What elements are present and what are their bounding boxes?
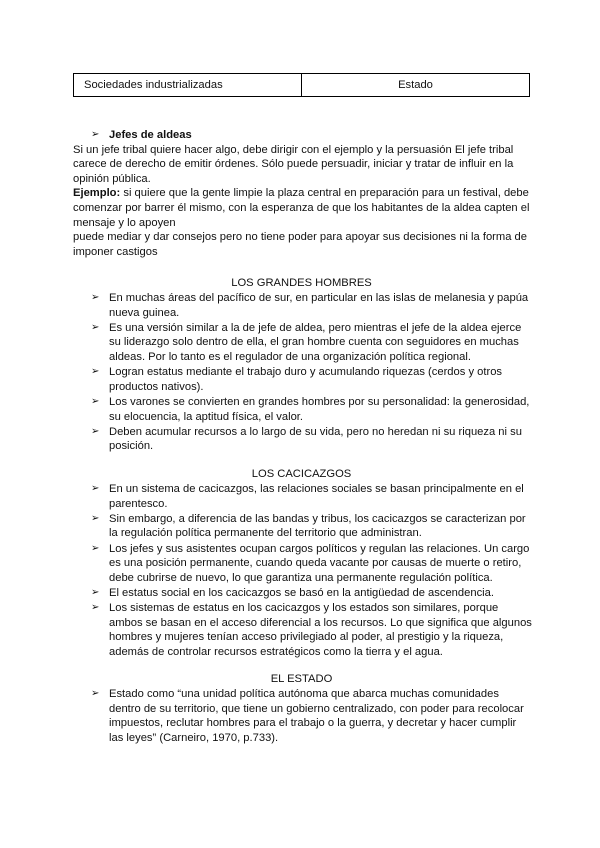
arrow-bullet-icon: ➢: [91, 688, 100, 699]
list-estado: [73, 687, 533, 746]
list-item: ➢ Logran estatus mediante el trabajo duro y acumulando riquezas (cerdos y otros productos nativos).: [91, 366, 503, 393]
list-cacicazgos: [73, 482, 533, 660]
example-text: si quiere que la gente limpie la plaza central en preparación para un festival, debe comenzar por barrer él mismo, con la esperanza de que los habitantes de la aldea capten el mensaje y lo apoyen: [73, 187, 530, 229]
table-cell-political-form: Estado: [302, 74, 530, 97]
list-item: ➢ Los jefes y sus asistentes ocupan cargos políticos y regulan las relaciones. Un cargo es una posición permanente, cuando queda vacante por causas de muerte o retiro, debe cubrirse de nuevo, lo que garantiza una permanente regulación política.: [91, 542, 530, 584]
arrow-bullet-icon: ➢: [91, 483, 100, 494]
list-item: ➢ Los varones se convierten en grandes hombres por su personalidad: la generosidad, su elocuencia, la aptitud física, el valor.: [91, 395, 530, 423]
example-label: Ejemplo:: [73, 187, 121, 200]
list-item: ➢ Deben acumular recursos a lo largo de su vida, pero no heredan ni su riqueza ni su posición.: [91, 425, 522, 453]
paragraph: Si un jefe tribal quiere hacer algo, debe dirigir con el ejemplo y la persuasión El jefe tribal carece de derecho de emitir órdenes. Sólo puede persuadir, iniciar y tratar de influir en la opinión pública.: [73, 143, 514, 185]
section-heading-cacicazgos: LOS CACICAZGOS: [251, 468, 352, 480]
list-item: ➢ Estado como “una unidad política autónoma que abarca muchas comunidades dentro de su territorio, que tiene un gobierno centralizado, con poder para recolocar impuestos, reclutar hombres para el trabajo o la guerra, y decretar y hacer cumplir las leyes” (Carneiro, 1970, p.733).: [91, 688, 524, 744]
arrow-bullet-icon: ➢: [91, 292, 100, 303]
list-grandes-hombres: [73, 291, 533, 455]
list-item: ➢ En muchas áreas del pacífico de sur, en particular en las islas de melanesia y papúa nueva guinea.: [91, 292, 529, 319]
arrow-bullet-icon: ➢: [91, 129, 100, 140]
table-cell-society: Sociedades industrializadas: [74, 74, 302, 97]
list-item: ➢ El estatus social en los cacicazgos se basó en la antigüedad de ascendencia.: [91, 586, 494, 599]
classification-table: [73, 73, 530, 97]
section-heading-grandes-hombres: LOS GRANDES HOMBRES: [231, 277, 372, 289]
section-title: Jefes de aldeas: [109, 129, 192, 141]
arrow-bullet-icon: ➢: [91, 586, 100, 598]
arrow-bullet-icon: ➢: [91, 602, 100, 614]
arrow-bullet-icon: ➢: [91, 425, 100, 437]
paragraph: puede mediar y dar consejos pero no tiene poder para apoyar sus decisiones ni la forma de imponer castigos: [73, 231, 527, 258]
list-item: ➢ Es una versión similar a la de jefe de aldea, pero mientras el jefe de la aldea ejerce su liderazgo solo dentro de ella, el gran hombre cuenta con seguidores en muchas aldeas. Por lo tanto es el regulador de una organización política regional.: [91, 321, 522, 363]
example-paragraph: [73, 186, 533, 230]
list-item: ➢ En un sistema de cacicazgos, las relaciones sociales se basan principalmente en el parentesco.: [91, 483, 524, 510]
table-row: [74, 74, 530, 97]
arrow-bullet-icon: ➢: [91, 512, 100, 524]
section-jefes-de-aldeas: [73, 128, 533, 259]
section-title-line: [73, 128, 533, 143]
list-item: ➢ Los sistemas de estatus en los cacicazgos y los estados son similares, porque ambos se basan en el acceso diferencial a los recursos. Lo que significa que algunos hombres y mujeres tenían acceso privilegiado al poder, al prestigio y la riqueza, además de controlar recursos estratégicos como la tierra y el agua.: [91, 602, 532, 658]
list-item: ➢ Sin embargo, a diferencia de las bandas y tribus, los cacicazgos se caracterizan por la regulación política permanente del territorio que administran.: [91, 512, 526, 540]
arrow-bullet-icon: ➢: [91, 366, 100, 378]
arrow-bullet-icon: ➢: [91, 321, 100, 333]
arrow-bullet-icon: ➢: [91, 395, 100, 407]
section-heading-estado: EL ESTADO: [270, 673, 333, 685]
arrow-bullet-icon: ➢: [91, 542, 100, 554]
